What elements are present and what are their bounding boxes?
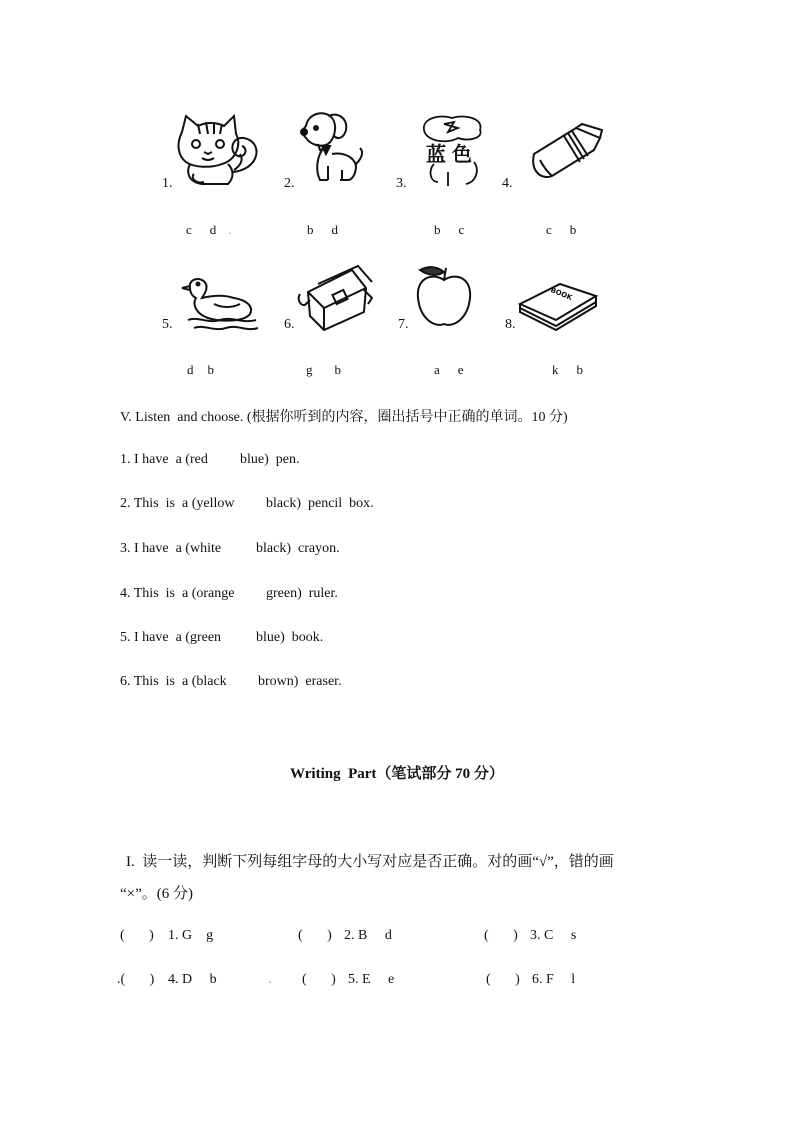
answer-blank-5[interactable]: ( ) [302,972,336,987]
answer-blank-2[interactable]: ( ) [298,928,332,943]
options-1: c d . [186,222,232,237]
options-2: b d [307,222,338,237]
bag-icon [296,264,376,334]
book-icon [516,276,598,332]
options-3: b c [434,222,465,237]
picture-number-7: 7. [398,317,409,332]
options-5: d b [187,362,214,377]
apple-icon [412,264,476,330]
section-i-instruction: I. 读一读，判断下列每组字母的大小写对应是否正确。对的画“√”，错的画 [126,854,614,870]
picture-number-6: 6. [284,317,295,332]
answer-blank-4[interactable]: .( ) [117,972,155,987]
listen-item-5: 5. I have a (green blue) book. [120,630,324,645]
picture-number-1: 1. [162,176,173,191]
letter-pair-5: 5. E e [348,972,395,987]
section-v-heading: V. Listen and choose. (根据你听到的内容，圈出括号中正确的单词。10 分) [120,410,568,425]
listen-item-3: 3. I have a (white black) crayon. [120,541,340,556]
answer-blank-1[interactable]: ( ) [120,928,154,943]
listen-item-2: 2. This is a (yellow black) pencil box. [120,496,374,511]
blue-color-label: 蓝色 [426,142,478,166]
listen-item-4: 4. This is a (orange green) ruler. [120,586,338,601]
options-8: k b [552,362,583,377]
crayon-icon [520,116,606,184]
letter-pair-4: 4. D b [168,972,217,987]
dog-icon [298,108,368,186]
letter-pair-1: 1. G g [168,928,214,943]
duck-icon [180,276,264,336]
answer-blank-6[interactable]: ( ) [486,972,520,987]
writing-part-title: Writing Part（笔试部分 70 分） [290,766,504,782]
picture-number-8: 8. [505,317,516,332]
section-i-instruction-cont: “×”。(6 分) [120,886,194,902]
options-6: g b [306,362,341,377]
blue-color-icon [418,112,492,190]
picture-number-5: 5. [162,317,173,332]
listen-item-6: 6. This is a (black brown) eraser. [120,674,342,689]
options-4: c b [546,222,577,237]
letter-pair-6: 6. F l [532,972,576,987]
stray-dot: . [268,972,272,987]
options-7: a e [434,362,464,377]
cat-icon [172,112,262,188]
picture-number-4: 4. [502,176,513,191]
answer-blank-3[interactable]: ( ) [484,928,518,943]
letter-pair-2: 2. B d [344,928,392,943]
listen-item-1: 1. I have a (red blue) pen. [120,452,300,467]
picture-number-2: 2. [284,176,295,191]
book-cover-text: BOOK [549,286,574,302]
letter-pair-3: 3. C s [530,928,577,943]
picture-number-3: 3. [396,176,407,191]
